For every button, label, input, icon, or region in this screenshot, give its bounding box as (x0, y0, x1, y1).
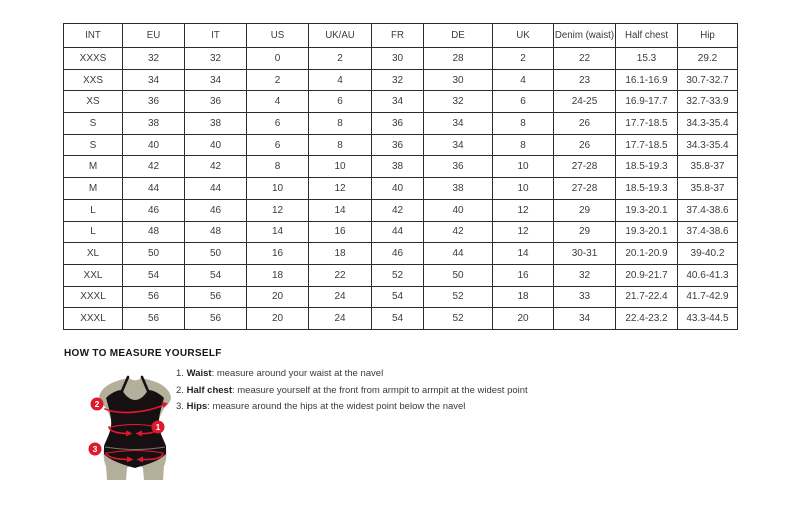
table-cell: 35.8-37 (678, 156, 738, 178)
table-row (64, 91, 738, 113)
table-cell: 19.3-20.1 (616, 221, 678, 243)
table-cell: 36 (123, 91, 185, 113)
table-row (64, 134, 738, 156)
table-cell: 37.4-38.6 (678, 221, 738, 243)
table-cell: 32 (372, 69, 424, 91)
table-cell: 2 (493, 48, 554, 70)
table-row (64, 264, 738, 286)
table-cell: 56 (123, 308, 185, 330)
table-cell: 42 (372, 199, 424, 221)
table-cell: 52 (424, 308, 493, 330)
column-header: UK (493, 24, 554, 48)
table-cell: 4 (309, 69, 372, 91)
table-cell: 19.3-20.1 (616, 199, 678, 221)
column-header: FR (372, 24, 424, 48)
table-cell: 18 (247, 264, 309, 286)
table-cell: 10 (493, 178, 554, 200)
table-cell: 54 (372, 286, 424, 308)
table-cell: 42 (185, 156, 247, 178)
step-number: 3. (176, 401, 184, 412)
table-cell: 44 (424, 243, 493, 265)
table-cell: 8 (309, 134, 372, 156)
table-cell: 18 (493, 286, 554, 308)
table-cell: 54 (372, 308, 424, 330)
table-cell: 8 (247, 156, 309, 178)
measure-steps (176, 369, 596, 419)
column-header: DE (424, 24, 493, 48)
table-cell: 27-28 (554, 178, 616, 200)
table-row (64, 199, 738, 221)
chest-measure-badge (91, 398, 104, 411)
step-number: 1. (176, 368, 184, 379)
table-cell: 18.5-19.3 (616, 156, 678, 178)
table-cell: 8 (309, 113, 372, 135)
table-cell: 6 (309, 91, 372, 113)
table-row (64, 156, 738, 178)
table-cell: M (64, 178, 123, 200)
table-cell: 6 (247, 134, 309, 156)
table-cell: 36 (372, 113, 424, 135)
table-cell: 29 (554, 199, 616, 221)
mannequin-illustration (80, 368, 185, 483)
table-cell: 34 (185, 69, 247, 91)
table-cell: 18.5-19.3 (616, 178, 678, 200)
table-cell: 50 (424, 264, 493, 286)
table-cell: 30 (372, 48, 424, 70)
table-cell: XXS (64, 69, 123, 91)
table-cell: 17.7-18.5 (616, 134, 678, 156)
table-cell: 41.7-42.9 (678, 286, 738, 308)
table-cell: 43.3-44.5 (678, 308, 738, 330)
waist-measure-badge (152, 421, 165, 434)
table-cell: 40 (424, 199, 493, 221)
table-cell: 14 (309, 199, 372, 221)
table-row (64, 113, 738, 135)
table-cell: 12 (493, 199, 554, 221)
table-cell: 29 (554, 221, 616, 243)
step-number: 2. (176, 384, 184, 396)
table-cell: 24 (309, 308, 372, 330)
table-cell: 35.8-37 (678, 178, 738, 200)
table-cell: 40 (123, 134, 185, 156)
table-cell: 34 (424, 134, 493, 156)
column-header: UK/AU (309, 24, 372, 48)
table-cell: 8 (493, 134, 554, 156)
table-cell: 17.7-18.5 (616, 113, 678, 135)
table-cell: 22.4-23.2 (616, 308, 678, 330)
table-cell: 12 (247, 199, 309, 221)
table-cell: XXXL (64, 286, 123, 308)
table-cell: 46 (123, 199, 185, 221)
table-cell: 37.4-38.6 (678, 199, 738, 221)
table-cell: 52 (372, 264, 424, 286)
table-cell: 42 (123, 156, 185, 178)
table-cell: 16 (247, 243, 309, 265)
column-header: INT (64, 24, 123, 48)
table-cell: 10 (493, 156, 554, 178)
table-cell: 22 (309, 264, 372, 286)
measure-section-title: HOW TO MEASURE YOURSELF (64, 348, 222, 359)
table-cell: L (64, 221, 123, 243)
table-cell: 46 (372, 243, 424, 265)
table-cell: 32 (185, 48, 247, 70)
table-cell: 32.7-33.9 (678, 91, 738, 113)
table-cell: XXL (64, 264, 123, 286)
table-cell: 36 (372, 134, 424, 156)
table-cell: 30 (424, 69, 493, 91)
column-header: Denim (waist) (554, 24, 616, 48)
table-cell: 24 (309, 286, 372, 308)
table-cell: 34 (424, 113, 493, 135)
table-cell: 38 (424, 178, 493, 200)
table-cell: 40 (185, 134, 247, 156)
svg-text:3: 3 (92, 444, 98, 454)
size-table-body (64, 48, 738, 330)
table-cell: 36 (424, 156, 493, 178)
table-cell: 26 (554, 113, 616, 135)
table-cell: 34.3-35.4 (678, 134, 738, 156)
step-text: : measure around the hips at the widest point below the navel (207, 401, 466, 412)
column-header: Half chest (616, 24, 678, 48)
table-cell: 34.3-35.4 (678, 113, 738, 135)
table-header-row (64, 24, 738, 48)
table-cell: 22 (554, 48, 616, 70)
table-cell: 34 (554, 308, 616, 330)
table-cell: 4 (247, 91, 309, 113)
table-cell: 16.9-17.7 (616, 91, 678, 113)
table-cell: 6 (493, 91, 554, 113)
table-cell: 10 (309, 156, 372, 178)
column-header: EU (123, 24, 185, 48)
table-cell: 56 (185, 308, 247, 330)
table-cell: 24-25 (554, 91, 616, 113)
table-cell: 30.7-32.7 (678, 69, 738, 91)
table-cell: XXXL (64, 308, 123, 330)
table-cell: 20 (493, 308, 554, 330)
table-cell: 26 (554, 134, 616, 156)
table-cell: 32 (424, 91, 493, 113)
table-cell: 38 (185, 113, 247, 135)
table-cell: M (64, 156, 123, 178)
step-label: Waist (186, 368, 212, 379)
table-cell: 44 (123, 178, 185, 200)
table-cell: 16 (493, 264, 554, 286)
step-label: Half chest (186, 384, 232, 396)
table-cell: 12 (309, 178, 372, 200)
measure-step (176, 402, 596, 412)
table-row (64, 221, 738, 243)
table-cell: 32 (123, 48, 185, 70)
table-cell: 46 (185, 199, 247, 221)
measure-step (176, 386, 596, 396)
table-cell: XXXS (64, 48, 123, 70)
table-cell: 34 (123, 69, 185, 91)
table-cell: 39-40.2 (678, 243, 738, 265)
table-cell: 2 (309, 48, 372, 70)
table-cell: 40 (372, 178, 424, 200)
table-cell: 32 (554, 264, 616, 286)
table-cell: 30-31 (554, 243, 616, 265)
table-cell: 23 (554, 69, 616, 91)
table-cell: 2 (247, 69, 309, 91)
table-cell: 42 (424, 221, 493, 243)
table-cell: 0 (247, 48, 309, 70)
table-row (64, 69, 738, 91)
table-cell: 20.9-21.7 (616, 264, 678, 286)
table-cell: 54 (185, 264, 247, 286)
table-cell: 50 (123, 243, 185, 265)
table-cell: 56 (185, 286, 247, 308)
table-cell: 33 (554, 286, 616, 308)
table-cell: S (64, 113, 123, 135)
table-cell: 21.7-22.4 (616, 286, 678, 308)
table-cell: 36 (185, 91, 247, 113)
size-table (63, 23, 738, 330)
table-cell: 6 (247, 113, 309, 135)
column-header: Hip (678, 24, 738, 48)
table-cell: 38 (123, 113, 185, 135)
table-cell: 18 (309, 243, 372, 265)
table-row (64, 178, 738, 200)
table-cell: 48 (123, 221, 185, 243)
table-cell: 16.1-16.9 (616, 69, 678, 91)
table-cell: 44 (185, 178, 247, 200)
table-cell: 56 (123, 286, 185, 308)
measurement-figure-illustration (80, 368, 185, 483)
table-cell: 20.1-20.9 (616, 243, 678, 265)
step-text: : measure yourself at the front from armpit to armpit at the widest point (231, 384, 528, 396)
column-header: US (247, 24, 309, 48)
table-row (64, 48, 738, 70)
table-row (64, 286, 738, 308)
table-cell: S (64, 134, 123, 156)
table-cell: 14 (247, 221, 309, 243)
table-cell: 14 (493, 243, 554, 265)
table-cell: XS (64, 91, 123, 113)
table-cell: 12 (493, 221, 554, 243)
measure-step (176, 369, 596, 379)
table-cell: 34 (372, 91, 424, 113)
table-row (64, 308, 738, 330)
table-cell: 52 (424, 286, 493, 308)
hips-measure-badge (89, 443, 102, 456)
table-cell: 40.6-41.3 (678, 264, 738, 286)
table-cell: 4 (493, 69, 554, 91)
table-cell: 20 (247, 308, 309, 330)
svg-text:2: 2 (94, 399, 100, 409)
table-cell: 27-28 (554, 156, 616, 178)
table-cell: 29.2 (678, 48, 738, 70)
svg-text:1: 1 (155, 422, 161, 432)
table-cell: 38 (372, 156, 424, 178)
table-cell: 10 (247, 178, 309, 200)
column-header: IT (185, 24, 247, 48)
table-cell: 50 (185, 243, 247, 265)
table-cell: L (64, 199, 123, 221)
step-label: Hips (186, 401, 208, 412)
table-cell: XL (64, 243, 123, 265)
table-cell: 44 (372, 221, 424, 243)
table-cell: 8 (493, 113, 554, 135)
table-cell: 20 (247, 286, 309, 308)
table-cell: 28 (424, 48, 493, 70)
table-cell: 15.3 (616, 48, 678, 70)
table-row (64, 243, 738, 265)
table-cell: 48 (185, 221, 247, 243)
step-text: : measure around your waist at the navel (211, 368, 384, 379)
table-cell: 54 (123, 264, 185, 286)
table-cell: 16 (309, 221, 372, 243)
